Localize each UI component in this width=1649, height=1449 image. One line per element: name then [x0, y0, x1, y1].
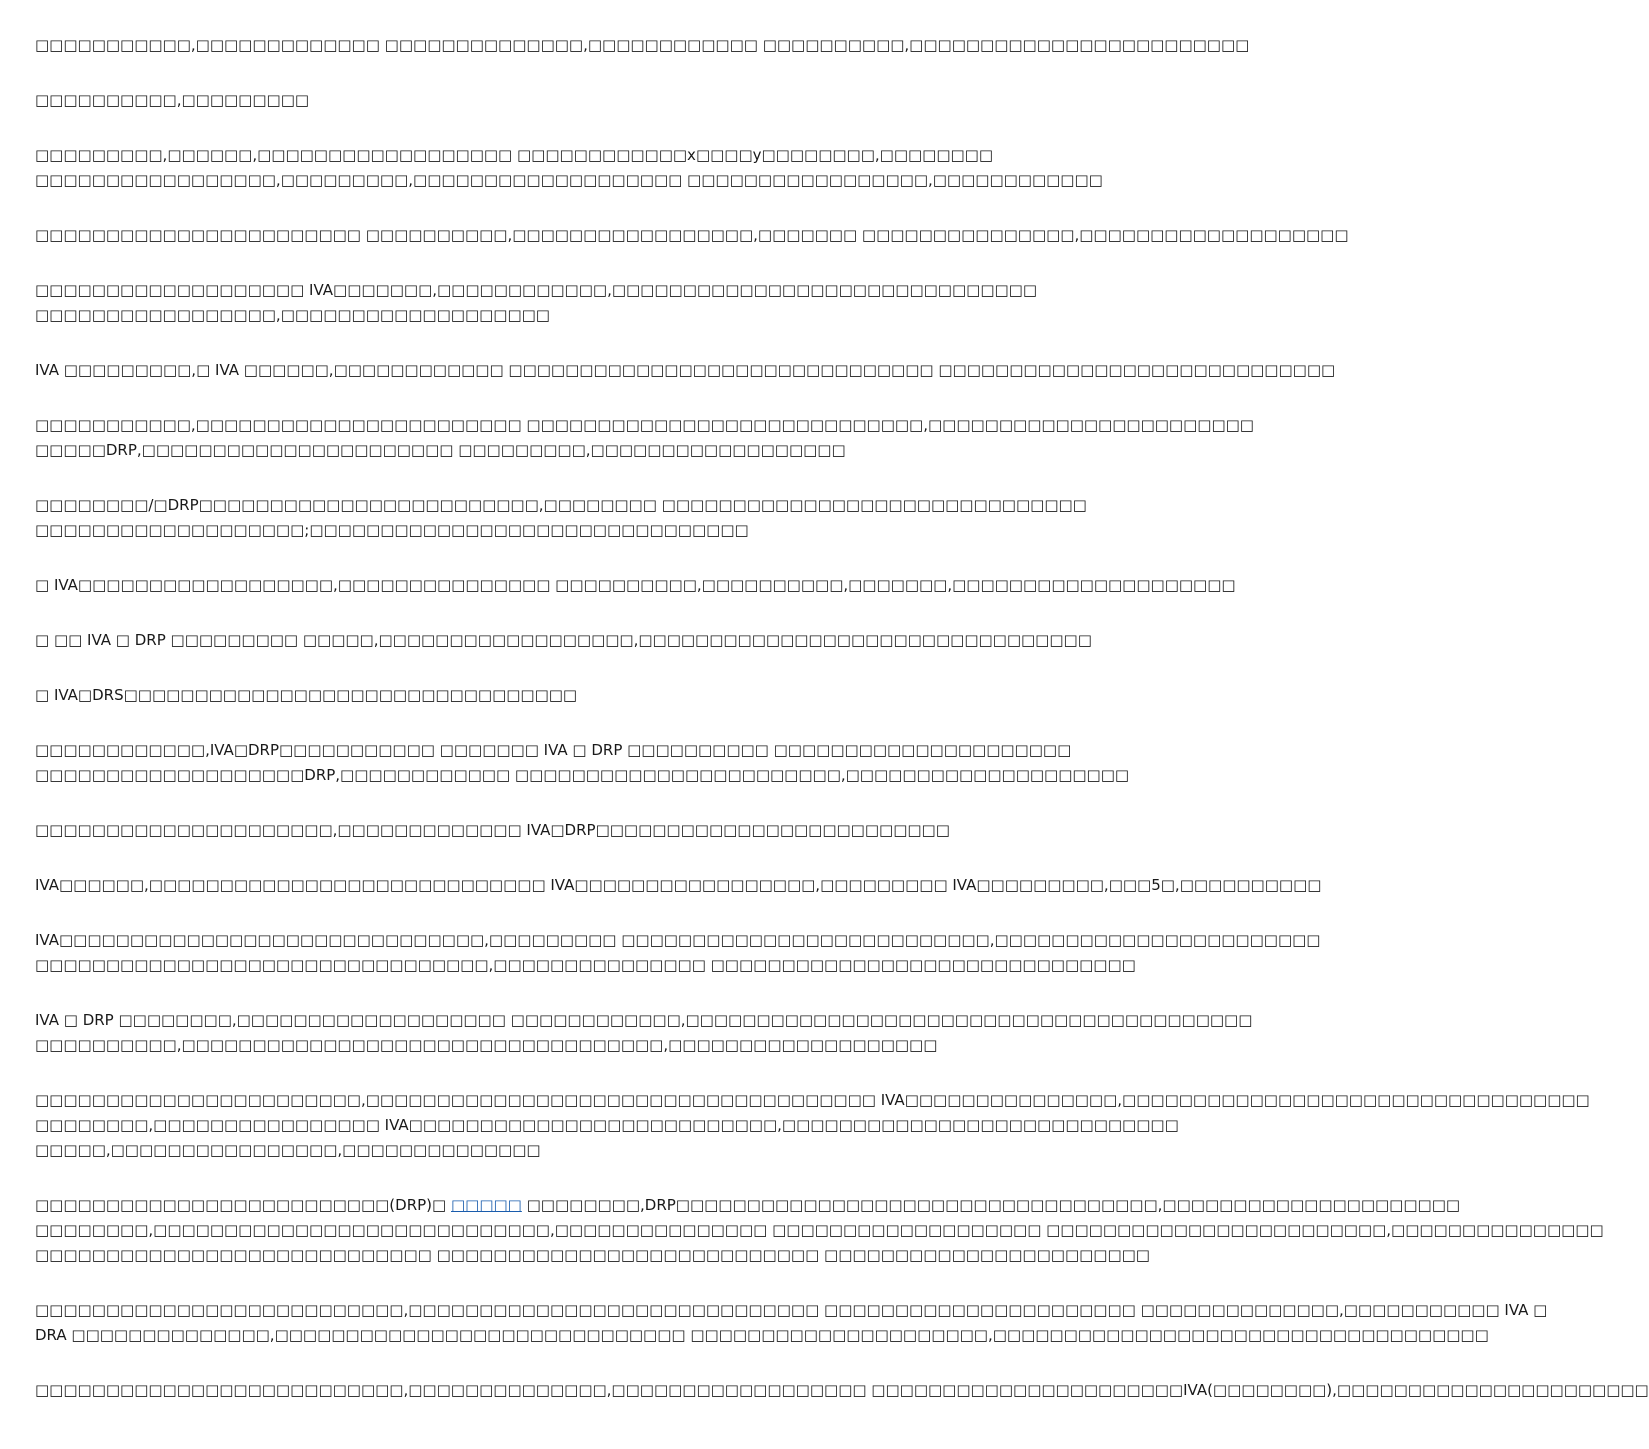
paragraph-line: □□□□□,□□□□□□□□□□□□□□□□,□□□□□□□□□□□□□□	[35, 1141, 541, 1159]
paragraph	[35, 88, 995, 113]
paragraph-line: □□□□□□□□,□□□□□□□□□□□□□□□□□□□□□□□□□□□□,□□□□□□□□□□□□□□□ □□□□□□□□□□□□□□□□□□□ □□□□□□□□□□□□□□□□□□□□□□□□,□□□□□□□□□□□□□□□	[35, 1221, 1604, 1239]
paragraph-with-link	[35, 1193, 1604, 1268]
paragraph	[35, 683, 995, 708]
paragraph-line: □ IVA□DRS□□□□□□□□□□□□□□□□□□□□□□□□□□□□□□□□	[35, 686, 578, 704]
paragraph-line: □ □□ IVA □ DRP □□□□□□□□□ □□□□□,□□□□□□□□□□□□□□□□□□,□□□□□□□□□□□□□□□□□□□□□□□□□□□□□□□□	[35, 631, 1092, 649]
paragraph	[35, 928, 1321, 978]
paragraph	[35, 493, 1087, 543]
paragraph-line: □□□□□□□□□□□□□□□□□□□□□□□,□□□□□□□□□□□□□□□□□□□□□□□□□□□□□□□□□□□□ IVA□□□□□□□□□□□□□□□,□□□□□□□□□□□□□□□□□□□□□□□□□□□□□□□□□	[35, 1091, 1590, 1109]
paragraph-line: □□□□□□□□□□□□□□□□□□□□□□□□□□,□□□□□□□□□□□□□□□□□□□□□□□□□□□□□ □□□□□□□□□□□□□□□□□□□□□□ □□□□□□□□□□□□□□,□□□□□□□□□□□ IVA □	[35, 1301, 1548, 1319]
paragraph-line	[35, 1193, 1461, 1218]
paragraph	[35, 628, 1092, 653]
paragraph	[35, 873, 1322, 898]
text-before-link: □□□□□□□□□□□□□□□□□□□□□□□□□(DRP)□	[35, 1196, 451, 1214]
paragraph-line: IVA □ DRP □□□□□□□□,□□□□□□□□□□□□□□□□□□□ □□□□□□□□□□□□,□□□□□□□□□□□□□□□□□□□□□□□□□□□□□□□□□□□□□□□□	[35, 1011, 1253, 1029]
paragraph	[35, 143, 1103, 193]
paragraph-line: □□□□□□□□□,□□□□□□,□□□□□□□□□□□□□□□□□□ □□□□□□□□□□□□x□□□□y□□□□□□□□,□□□□□□□□	[35, 146, 994, 164]
paragraph-line: □□□□□□□□□□□□□□□□□□□□□□□□□□□□□□□□,□□□□□□□□□□□□□□□ □□□□□□□□□□□□□□□□□□□□□□□□□□□□□□	[35, 956, 1136, 974]
paragraph-line: □□□□□□□□□□□□□□□□□,□□□□□□□□□□□□□□□□□□□	[35, 306, 550, 324]
paragraph-line: □□□□□□□□□□□□□□□□□□□DRP,□□□□□□□□□□□□ □□□□□□□□□□□□□□□□□□□□□□□,□□□□□□□□□□□□□□□□□□□□	[35, 766, 1130, 784]
paragraph	[35, 1088, 1590, 1163]
paragraph	[35, 358, 1336, 383]
paragraph-line: □□□□□□□□□□□□□□□□□□□□□□□□□□□□ □□□□□□□□□□□□□□□□□□□□□□□□□□□ □□□□□□□□□□□□□□□□□□□□□□□	[35, 1246, 1150, 1264]
paragraph-line: □□□□□□□□□□□□□□□□□□□□□,□□□□□□□□□□□□□ IVA□DRP□□□□□□□□□□□□□□□□□□□□□□□□□	[35, 821, 950, 839]
paragraph	[35, 573, 1236, 598]
inline-link[interactable]: □□□□□	[450, 1196, 522, 1214]
paragraph-line: □□□□□□□□□□□□□□□□□,□□□□□□□□□,□□□□□□□□□□□□□□□□□□□ □□□□□□□□□□□□□□□□□,□□□□□□□□□□□□	[35, 171, 1103, 189]
paragraph-line: □□□□□□□□□□□□□□□□□□□;□□□□□□□□□□□□□□□□□□□□□□□□□□□□□□□	[35, 521, 749, 539]
paragraph	[35, 278, 1038, 328]
paragraph-line: □□□□□□□□,□□□□□□□□□□□□□□□□ IVA□□□□□□□□□□□□□□□□□□□□□□□□□□,□□□□□□□□□□□□□□□□□□□□□□□□□□□□	[35, 1116, 1179, 1134]
paragraph-line: IVA□□□□□□□□□□□□□□□□□□□□□□□□□□□□□□,□□□□□□□□□ □□□□□□□□□□□□□□□□□□□□□□□□□□,□□□□□□□□□□□□□□□□□□□□□□□	[35, 931, 1321, 949]
paragraph	[35, 738, 1130, 788]
paragraph-line: □□□□□□□□/□DRP□□□□□□□□□□□□□□□□□□□□□□□□,□□□□□□□□ □□□□□□□□□□□□□□□□□□□□□□□□□□□□□□	[35, 496, 1087, 514]
paragraph-line: □□□□□DRP,□□□□□□□□□□□□□□□□□□□□□□ □□□□□□□□□,□□□□□□□□□□□□□□□□□□	[35, 441, 846, 459]
paragraph	[35, 818, 995, 843]
document-body	[35, 33, 1649, 1433]
paragraph-line: □□□□□□□□□□□□□□□□□□□□□□□□□□,□□□□□□□□□□□□□□,□□□□□□□□□□□□□□□□□□ □□□□□□□□□□□□□□□□□□□□□□IVA(□□□□□□□□),□□□□□□□□□□□□□□□□□□□□□□	[35, 1381, 1649, 1399]
paragraph-line: □□□□□□□□□□,□□□□□□□□□	[35, 91, 310, 109]
paragraph	[35, 413, 1254, 463]
paragraph-line: DRA □□□□□□□□□□□□□□,□□□□□□□□□□□□□□□□□□□□□□□□□□□□□ □□□□□□□□□□□□□□□□□□□□□,□□□□□□□□□□□□□□□□□□□□□□□□□□□□□□□□□□□	[35, 1326, 1489, 1344]
paragraph-line: □□□□□□□□□□□□,IVA□DRP□□□□□□□□□□□ □□□□□□□ IVA □ DRP □□□□□□□□□□ □□□□□□□□□□□□□□□□□□□□□	[35, 741, 1072, 759]
paragraph	[35, 223, 1349, 248]
paragraph-line: □ IVA□□□□□□□□□□□□□□□□□□,□□□□□□□□□□□□□□□ □□□□□□□□□□,□□□□□□□□□□,□□□□□□□,□□□□□□□□□□□□□□□□□□□□	[35, 576, 1236, 594]
text-after-link: □□□□□□□□,DRP□□□□□□□□□□□□□□□□□□□□□□□□□□□□□□□□□□,□□□□□□□□□□□□□□□□□□□□□	[521, 1196, 1461, 1214]
paragraph-line: □□□□□□□□□□,□□□□□□□□□□□□□□□□□□□□□□□□□□□□□□□□□□,□□□□□□□□□□□□□□□□□□□	[35, 1036, 938, 1054]
paragraph	[35, 33, 1250, 58]
paragraph-line: □□□□□□□□□□□,□□□□□□□□□□□□□ □□□□□□□□□□□□□□,□□□□□□□□□□□□ □□□□□□□□□□,□□□□□□□□□□□□□□□□□□□□□□□□	[35, 36, 1250, 54]
paragraph	[35, 1378, 1649, 1403]
paragraph-line: □□□□□□□□□□□□□□□□□□□□□□□ □□□□□□□□□□,□□□□□□□□□□□□□□□□□,□□□□□□□ □□□□□□□□□□□□□□□,□□□□□□□□□□□□□□□□□□□	[35, 226, 1349, 244]
paragraph	[35, 1298, 1548, 1348]
paragraph	[35, 1008, 1253, 1058]
paragraph-line: IVA□□□□□□,□□□□□□□□□□□□□□□□□□□□□□□□□□□□ IVA□□□□□□□□□□□□□□□□□,□□□□□□□□□ IVA□□□□□□□□□,□□□5□,□□□□□□□□□□	[35, 876, 1322, 894]
paragraph-line: IVA □□□□□□□□□,□ IVA □□□□□□,□□□□□□□□□□□□ □□□□□□□□□□□□□□□□□□□□□□□□□□□□□□ □□□□□□□□□□□□□□□□□□□□□□□□□□□□	[35, 361, 1336, 379]
paragraph-line: □□□□□□□□□□□,□□□□□□□□□□□□□□□□□□□□□□□ □□□□□□□□□□□□□□□□□□□□□□□□□□□□,□□□□□□□□□□□□□□□□□□□□□□□	[35, 416, 1254, 434]
paragraph-line: □□□□□□□□□□□□□□□□□□□ IVA□□□□□□□,□□□□□□□□□□□□,□□□□□□□□□□□□□□□□□□□□□□□□□□□□□□	[35, 281, 1038, 299]
